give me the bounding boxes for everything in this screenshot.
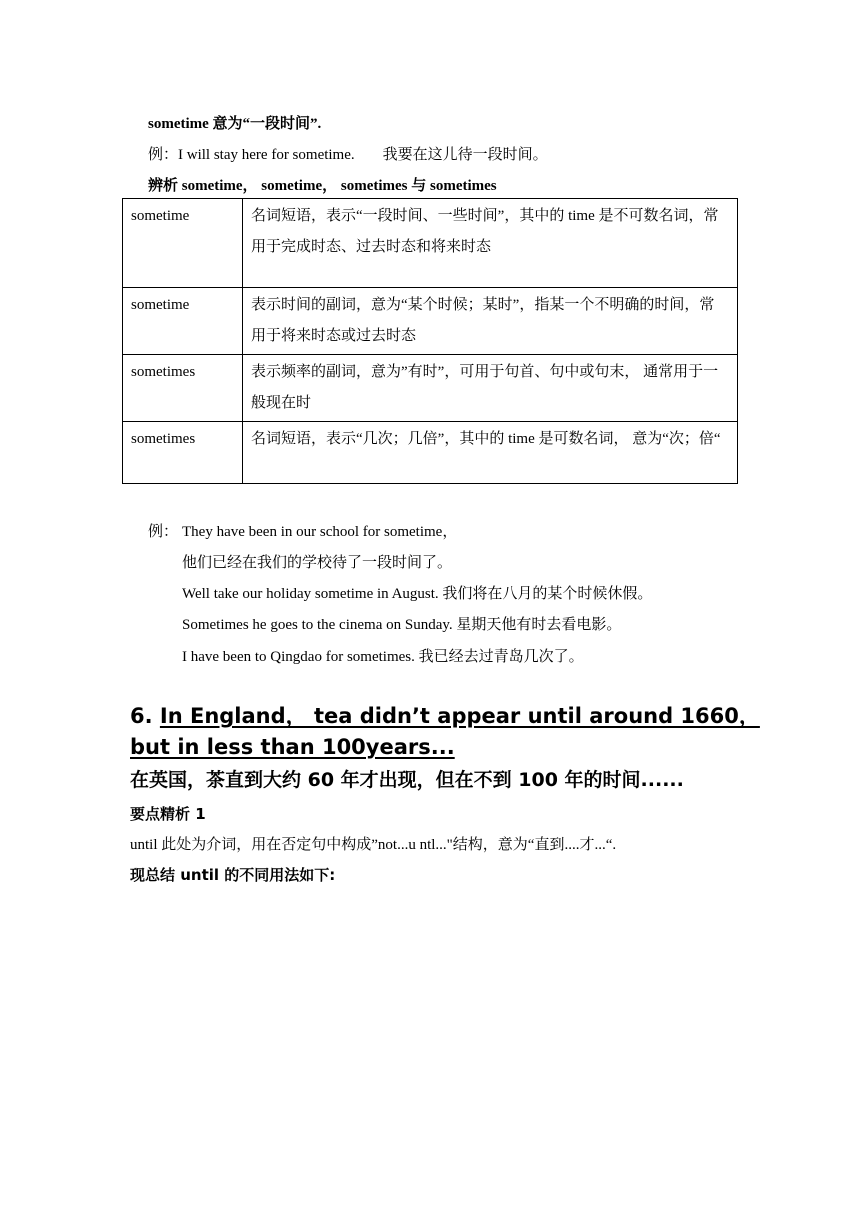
term-cell: sometimes — [123, 422, 243, 484]
example-english: I will stay here for sometime. — [178, 147, 355, 163]
table-row — [123, 355, 738, 422]
section-title-line1: In England， tea didn’t appear until around 1660， — [159, 704, 760, 728]
example-line: Sometimes he goes to the cinema on Sunday. 星期天他有时去看电影。 — [182, 617, 622, 633]
description-cell: 表示频率的副词，意为”有时”，可用于句首、句中或句末， 通常用于一般现在时 — [243, 355, 738, 422]
example-chinese: 我要在这儿待一段时间。 — [382, 147, 548, 163]
table-row — [123, 199, 738, 288]
point-title: 要点精析 1 — [130, 805, 206, 823]
section-title-chinese: 在英国，茶直到大约 60 年才出现，但在不到 100 年的时间...... — [130, 769, 684, 791]
section-heading-line2 — [130, 732, 455, 762]
example-line: Well take our holiday sometime in August. 我们将在八月的某个时候休假。 — [182, 586, 653, 602]
comparison-title: 辨析 sometime， sometime， sometimes 与 sometimes — [148, 178, 497, 194]
examples-label: 例： — [148, 524, 179, 540]
description-cell: 表示时间的副词，意为“某个时候；某时”，指某一个不明确的时间，常用于将来时态或过去时态 — [243, 288, 738, 355]
definition-line: sometime 意为“一段时间”. — [148, 116, 322, 132]
comparison-table — [122, 198, 738, 484]
example-line: I have been to Qingdao for sometimes. 我已经去过青岛几次了。 — [182, 649, 584, 665]
table-row — [123, 288, 738, 355]
example-label: 例： — [148, 147, 179, 163]
example-line: They have been in our school for sometime， — [182, 524, 458, 540]
term-cell: sometime — [123, 288, 243, 355]
section-heading — [130, 701, 760, 731]
example-line: 他们已经在我们的学校待了一段时间了。 — [182, 555, 453, 571]
section-number: 6. — [130, 704, 153, 728]
point-text: until 此处为介词，用在否定句中构成”not...u ntl..."结构，意为“直到....才...“. — [130, 837, 617, 853]
description-cell: 名词短语，表示“几次；几倍”，其中的 time 是可数名词， 意为“次；倍“ — [243, 422, 738, 484]
summary-line: 现总结 until 的不同用法如下: — [130, 866, 336, 884]
term-cell: sometimes — [123, 355, 243, 422]
table-row — [123, 422, 738, 484]
example-sentence — [148, 145, 548, 165]
section-title-line2: but in less than 100years... — [130, 735, 455, 759]
term-cell: sometime — [123, 199, 243, 288]
description-cell: 名词短语，表示“一段时间、一些时间”，其中的 time 是不可数名词，常用于完成时态、过去时态和将来时态 — [243, 199, 738, 288]
